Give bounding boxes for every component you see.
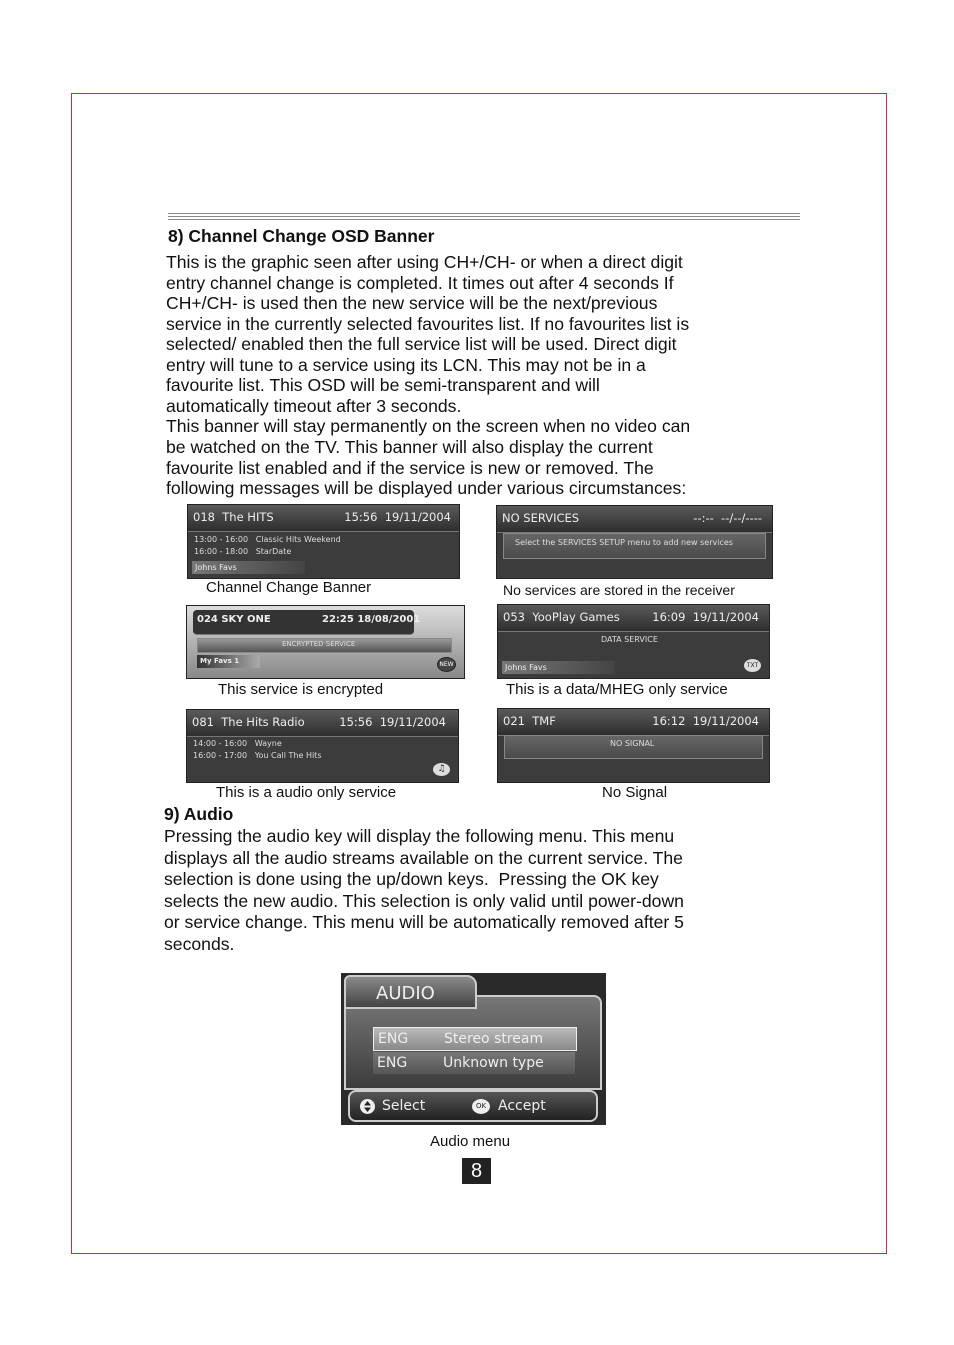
- section-9-heading: 9) Audio: [164, 804, 234, 824]
- paragraph-line: following messages will be displayed under various circumstances:: [166, 478, 687, 498]
- banner-message: DATA SERVICE: [601, 635, 658, 644]
- banner-channel: 081 The Hits Radio: [192, 715, 305, 729]
- header-rule: [168, 216, 800, 217]
- banner-caption: This service is encrypted: [218, 681, 384, 698]
- banner-channel: 053 YooPlay Games: [503, 610, 620, 624]
- teletext-badge-icon: TXT: [744, 659, 761, 672]
- audio-menu-screenshot: [341, 973, 606, 1125]
- banner-event-2: 16:00 - 18:00 StarDate: [194, 547, 292, 556]
- paragraph-line: seconds.: [164, 934, 235, 954]
- banner-event-1: 14:00 - 16:00 Wayne: [193, 739, 282, 748]
- banner-message: ENCRYPTED SERVICE: [282, 640, 356, 648]
- banner-caption: This is a audio only service: [216, 784, 397, 801]
- accept-label: Accept: [498, 1098, 546, 1114]
- banner-caption: This is a data/MHEG only service: [506, 681, 728, 698]
- audio-type: Unknown type: [443, 1055, 544, 1071]
- paragraph-line: or service change. This menu will be automatically removed after 5: [164, 912, 684, 932]
- music-note-icon: ♫: [433, 763, 450, 776]
- new-badge-icon: NEW: [437, 657, 456, 672]
- favourite-list-label: My Favs 1: [197, 655, 260, 668]
- audio-language: ENG: [378, 1031, 409, 1047]
- favourite-list-label: Johns Favs: [192, 561, 305, 574]
- up-down-arrow-icon: [360, 1099, 375, 1114]
- paragraph-line: displays all the audio streams available on the current service. The: [164, 848, 683, 868]
- banner-caption: No services are stored in the receiver: [503, 582, 735, 598]
- paragraph-line: favourite list enabled and if the service is new or removed. The: [166, 458, 654, 478]
- audio-stream-row[interactable]: [373, 1052, 575, 1074]
- banner-time: 22:25 18/08/2001: [322, 614, 421, 625]
- paragraph-line: favourite list. This OSD will be semi-transparent and will: [166, 375, 600, 395]
- section-8-heading: 8) Channel Change OSD Banner: [168, 226, 435, 246]
- paragraph-line: entry will tune to a service using its LCN. This may not be in a: [166, 355, 646, 375]
- audio-language: ENG: [377, 1055, 408, 1071]
- paragraph-line: service in the currently selected favourites list. If no favourites list is: [166, 314, 690, 334]
- audio-menu-title: AUDIO: [344, 975, 477, 1009]
- select-label: Select: [382, 1098, 426, 1114]
- audio-stream-row[interactable]: [373, 1027, 577, 1051]
- audio-only-banner: [186, 709, 459, 783]
- page-number: 8: [462, 1158, 491, 1184]
- paragraph-line: Pressing the audio key will display the following menu. This menu: [164, 826, 675, 846]
- banner-channel: 018 The HITS: [193, 510, 274, 524]
- banner-message: NO SIGNAL: [610, 739, 655, 748]
- paragraph-line: CH+/CH- is used then the new service will be the next/previous: [166, 293, 658, 313]
- audio-type: Stereo stream: [444, 1031, 544, 1047]
- favourite-list-label: Johns Favs: [502, 661, 615, 674]
- banner-title: NO SERVICES: [502, 511, 580, 525]
- banner-time: --:-- --/--/----: [693, 511, 762, 525]
- paragraph-line: This banner will stay permanently on the screen when no video can: [166, 416, 691, 436]
- channel-change-banner: [187, 504, 460, 579]
- data-service-banner: [497, 604, 770, 679]
- encrypted-banner: [186, 605, 465, 679]
- paragraph-line: This is the graphic seen after using CH+/CH- or when a direct digit: [166, 252, 683, 272]
- banner-caption: Channel Change Banner: [206, 579, 372, 596]
- banner-channel: 024 SKY ONE: [197, 614, 271, 625]
- paragraph-line: be watched on the TV. This banner will also display the current: [166, 437, 653, 457]
- paragraph-line: automatically timeout after 3 seconds.: [166, 396, 462, 416]
- audio-menu-footer: [348, 1090, 598, 1122]
- banner-channel: 021 TMF: [503, 714, 556, 728]
- banner-event-2: 16:00 - 17:00 You Call The Hits: [193, 751, 322, 760]
- banner-message: Select the SERVICES SETUP menu to add new services: [515, 538, 733, 547]
- header-rule: [168, 219, 800, 220]
- paragraph-line: entry channel change is completed. It times out after 4 seconds If: [166, 273, 674, 293]
- header-rule: [168, 213, 800, 214]
- no-signal-banner: [497, 708, 770, 783]
- paragraph-line: selected/ enabled then the full service list will be used. Direct digit: [166, 334, 677, 354]
- ok-button-icon: OK: [472, 1099, 490, 1114]
- banner-time: 16:09 19/11/2004: [652, 610, 759, 624]
- banner-time: 15:56 19/11/2004: [344, 510, 451, 524]
- paragraph-line: selects the new audio. This selection is only valid until power-down: [164, 891, 684, 911]
- audio-menu-caption: Audio menu: [430, 1133, 511, 1150]
- paragraph-line: selection is done using the up/down keys. Pressing the OK key: [164, 869, 659, 889]
- banner-caption: No Signal: [602, 784, 668, 801]
- banner-time: 15:56 19/11/2004: [339, 715, 446, 729]
- banner-time: 16:12 19/11/2004: [652, 714, 759, 728]
- banner-event-1: 13:00 - 16:00 Classic Hits Weekend: [194, 535, 341, 544]
- no-services-banner: [496, 505, 773, 579]
